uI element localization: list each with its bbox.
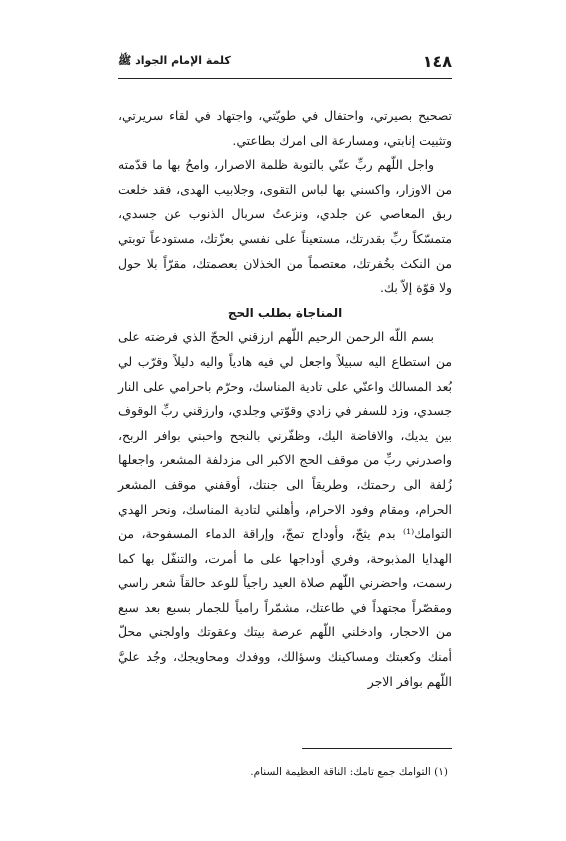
running-title: كلمة الإمام الجواد ﷺ <box>118 54 231 67</box>
section-heading: المناجاة بطلب الحج <box>227 305 343 320</box>
paragraph: واجل اللّهم ربِّ عنّي بالتوبة ظلمة الاصرار، وامحُ بها ما قدّمته من الاوزار، واكسني بها لباس التقوى، وجلابيب الهدى، فقد خلعت ربق المعاصي عن جلدي، ونزعتُ سربال الذنوب عن جسدي، متمسّكاً ربِّ بقدرتك، مستعيناً على نفسي بعزّتك، مستودعاً توبتي من النكث بخُفرتك، معتصماً من الخذلان بعصمتك، مقرّاً بلا حول ولا قوّة إلاّ بك. <box>118 157 452 296</box>
footnote-divider <box>302 748 452 749</box>
main-text <box>118 104 452 694</box>
page-header <box>118 50 452 76</box>
footnote: (١) التوامك جمع تامك: الناقة العظيمة السنام. <box>250 766 448 778</box>
page-number: ١٤٨ <box>422 52 452 71</box>
paragraph: بسم اللّه الرحمن الرحيم اللّهم ارزقني الحجّ الذي فرضته على من استطاع اليه سبيلاً واجعل لي فيه هادياً واليه دليلاً وقرّب لي بُعد المسالك واعنّي على تادية المناسك، وحرّم باحرامي على النار جسدي، وزد للسفر في زادي وقوّتي وجلدي، وارزقني ربِّ الوقوف بين يديك، والافاضة اليك، وظفّرني بالنجح واحبني بوافر الربح، واصدرني ربِّ من موقف الحج الاكبر الى مزدلفة المشعر، واجعلها زُلفة الى رحمتك، وطريقاً الى جنتك، أوقفني موقف المشعر الحرام، ومقام وفود الاحرام، وأهلني لتادية المناسك، ونحر الهدي التوامك⁽¹⁾ بدم يثجّ، وأوداج تمجّ، وإراقة الدماء المسفوحة، من الهدايا المذبوحة، وفري أوداجها على ما أمرت، والتنفّل بها كما رسمت، واحضرني اللّهم صلاة العيد راجياً للوعد حالقاً شعر راسي ومقصّراً مجتهداً في طاعتك، مشمّراً رامياً للجمار بسبع بعد سبع من الاحجار، وادخلني اللّهم عرصة بيتك وعقوتك واولجني محلّ أمنك وكعبتك ومساكينك وسؤالك، ووفدك ومحاويجك، وجُد عليَّ اللّهم بوافر الاجر <box>118 329 452 689</box>
paragraph: تصحيح بصيرتي، واحتفال في طويّتي، واجتهاد في لقاء سريرتي، وتثبيت إنابتي، ومسارعة الى امرك بطاعتي. <box>118 108 452 148</box>
header-divider <box>118 78 452 79</box>
